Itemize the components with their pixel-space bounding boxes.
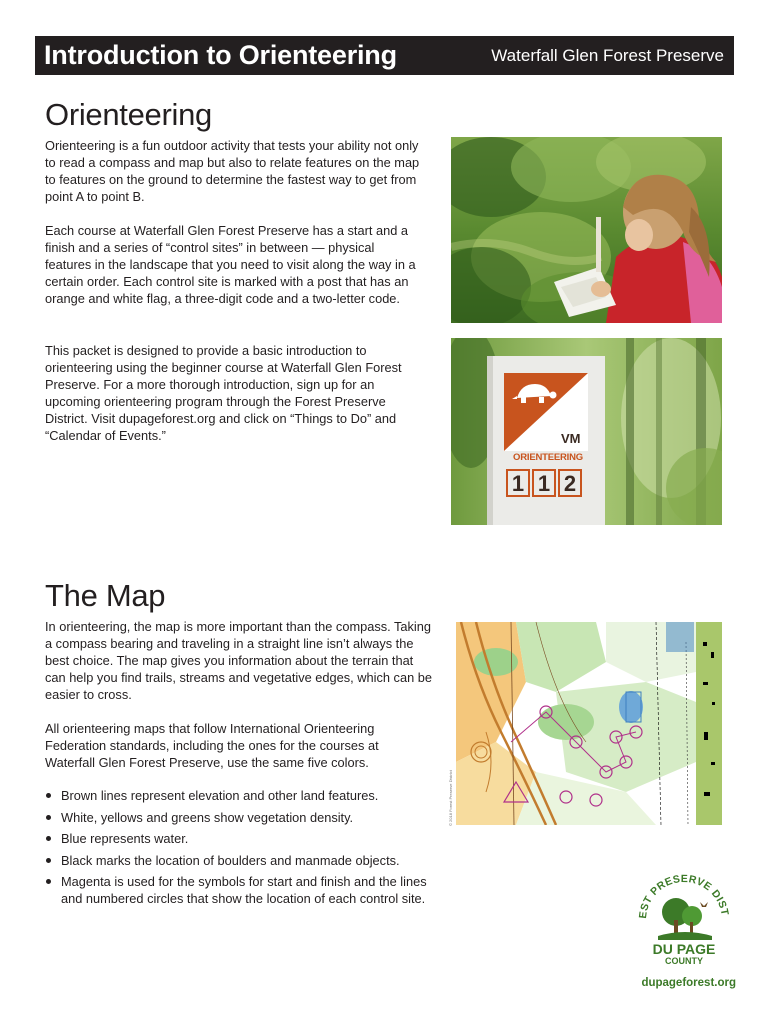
logo-name: DU PAGE	[652, 941, 716, 957]
turtle-icon	[511, 380, 557, 411]
control-code-letters: VM	[561, 431, 581, 446]
list-item: Black marks the location of boulders and manmade objects.	[45, 852, 435, 869]
intro-paragraph-1: Orienteering is a fun outdoor activity that tests your ability not only to read a compass and map but also to relate features on the map to features on the ground to determine the fastest way to get from point A to point B.	[45, 138, 420, 204]
map-credit: © 2018 Forest Preserve District	[448, 770, 453, 826]
map-paragraph-1: In orienteering, the map is more important than the compass. Taking a compass bearing and traveling in a straight line isn’t always the best choice. The map gives you information about the terrain that can help you find trails, streams and vegetative edges, which can be easier to cross.	[45, 619, 432, 702]
logo-county: COUNTY	[665, 956, 703, 966]
page-subtitle: Waterfall Glen Forest Preserve	[491, 45, 724, 65]
header-bar	[35, 36, 734, 75]
photo-control-post	[451, 338, 722, 525]
list-item: Brown lines represent elevation and other land features.	[45, 787, 435, 804]
intro-paragraph-3: This packet is designed to provide a basic introduction to orienteering using the beginner course at Waterfall Glen Forest Preserve. For a more thorough introduction, sign up for an upcoming orienteering program through the Forest Preserve District. Visit dupageforest.org and click on “Things to Do” and “Calendar of Events.”	[45, 343, 402, 443]
list-item: Blue represents water.	[45, 830, 435, 847]
control-code-digits	[506, 469, 582, 497]
photo-girl-reading-map	[451, 137, 722, 323]
control-digit: 1	[532, 469, 556, 497]
section-heading-the-map: The Map	[45, 578, 166, 613]
forest-preserve-district-logo	[634, 868, 734, 970]
control-digit: 1	[506, 469, 530, 497]
map-colors-list	[45, 787, 435, 912]
logo-ring-text: EST PRESERVE DIST	[636, 872, 731, 920]
list-item: Magenta is used for the symbols for start and finish and the lines and numbered circles that show the location of each control site.	[45, 873, 435, 907]
tree-icon	[656, 896, 714, 945]
orienteering-map-image	[456, 622, 722, 825]
section-heading-orienteering: Orienteering	[45, 97, 212, 132]
map-paragraph-2: All orienteering maps that follow International Orienteering Federation standards, including the ones for the courses at Waterfall Glen Forest Preserve, use the same five colors.	[45, 721, 379, 770]
website-link[interactable]: dupageforest.org	[641, 977, 736, 989]
control-post-label: ORIENTEERING	[513, 452, 583, 463]
intro-paragraph-2: Each course at Waterfall Glen Forest Preserve has a start and a finish and a series of “control sites” in between — physical features in the landscape that you need to visit along the way in a certain order. Each control site is marked with a post that has an orange and white flag, a three-digit code and a two-letter code.	[45, 223, 416, 306]
list-item: White, yellows and greens show vegetation density.	[45, 809, 435, 826]
control-digit: 2	[558, 469, 582, 497]
page-title: Introduction to Orienteering	[44, 40, 397, 70]
